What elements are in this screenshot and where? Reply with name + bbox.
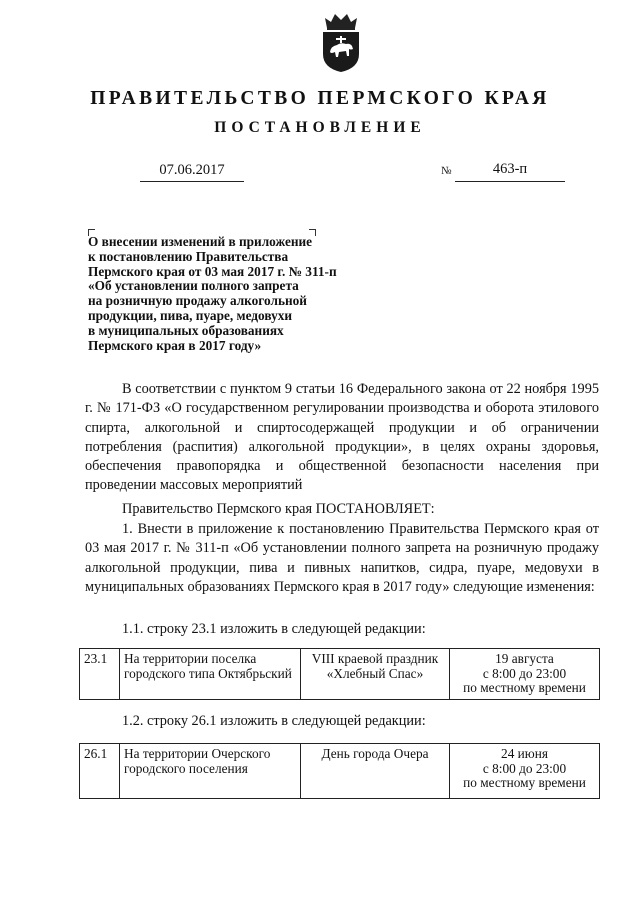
document-number: 463-п [492,161,528,177]
subject-line: на розничную продажу алкогольной [88,293,307,309]
document-date: 07.06.2017 [159,162,225,178]
row-number: 26.1 [80,744,120,799]
territory-cell: На территории поселка городского типа Октябрьский [120,649,301,700]
document-type: ПОСТАНОВЛЕНИЕ [214,119,426,136]
subject-line: О внесении изменений в приложение [88,234,313,249]
time-zone-note: по местному времени [463,775,586,791]
event-cell: День города Очера [301,744,450,799]
event-time: с 8:00 до 23:00 [482,665,567,681]
subject-line: Пермского края в 2017 году» [88,337,262,353]
table-row-26-1 [79,743,600,799]
item-1-2-paragraph: 1.2. строку 26.1 изложить в следующей редакции: [122,713,426,729]
event-cell: VIII краевой праздник «Хлебный Спас» [301,649,450,700]
subject-line: продукции, пива, пуаре, медовухи [88,307,293,323]
number-sign: № [441,165,452,177]
coat-of-arms-emblem [319,12,363,74]
government-title: ПРАВИТЕЛЬСТВО ПЕРМСКОГО КРАЯ [90,88,550,109]
date-time-cell [450,744,600,799]
row-number: 23.1 [80,649,120,700]
resolves-paragraph: Правительство Пермского края ПОСТАНОВЛЯЕТ: [122,501,435,517]
date-underline [140,181,244,182]
subject-line: в муниципальных образованиях [88,322,284,338]
time-zone-note: по местному времени [463,680,586,696]
event-date: 19 августа [495,651,554,666]
subject-line: Пермского края от 03 мая 2017 г. № 311-п [88,263,337,279]
item-1-1-paragraph: 1.1. строку 23.1 изложить в следующей редакции: [122,621,426,637]
preamble-paragraph: В соответствии с пунктом 9 статьи 16 Федерального закона от 22 ноября 1995 г. № 171-ФЗ «О государственном регулировании производства и оборота этилового спирта, алкогольной и спиртосодержащей продукции и об ограничении потребления (распития) алкогольной продукции», в целях охраны здоровья, обеспечения правопорядка и общественной безопасности населения при проведении массовых мероприятий [85,381,599,494]
subject-line: к постановлению Правительства [88,248,289,264]
event-date: 24 июня [501,746,548,761]
date-time-cell [450,649,600,700]
event-time: с 8:00 до 23:00 [482,760,567,776]
number-underline [455,181,565,182]
subject-line: «Об установлении полного запрета [88,278,299,294]
territory-cell: На территории Очерского городского поселения [120,744,301,799]
table-row-23-1 [79,648,600,700]
document-subject [88,235,388,353]
item-1-paragraph: 1. Внести в приложение к постановлению Правительства Пермского края от 03 мая 2017 г. № 311-п «Об установлении полного запрета на розничную продажу алкогольной продукции, пива и пивных напитков, сидра, пуаре, медовухи в муниципальных образованиях Пермского края в 2017 году» следующие изменения: [85,521,599,595]
